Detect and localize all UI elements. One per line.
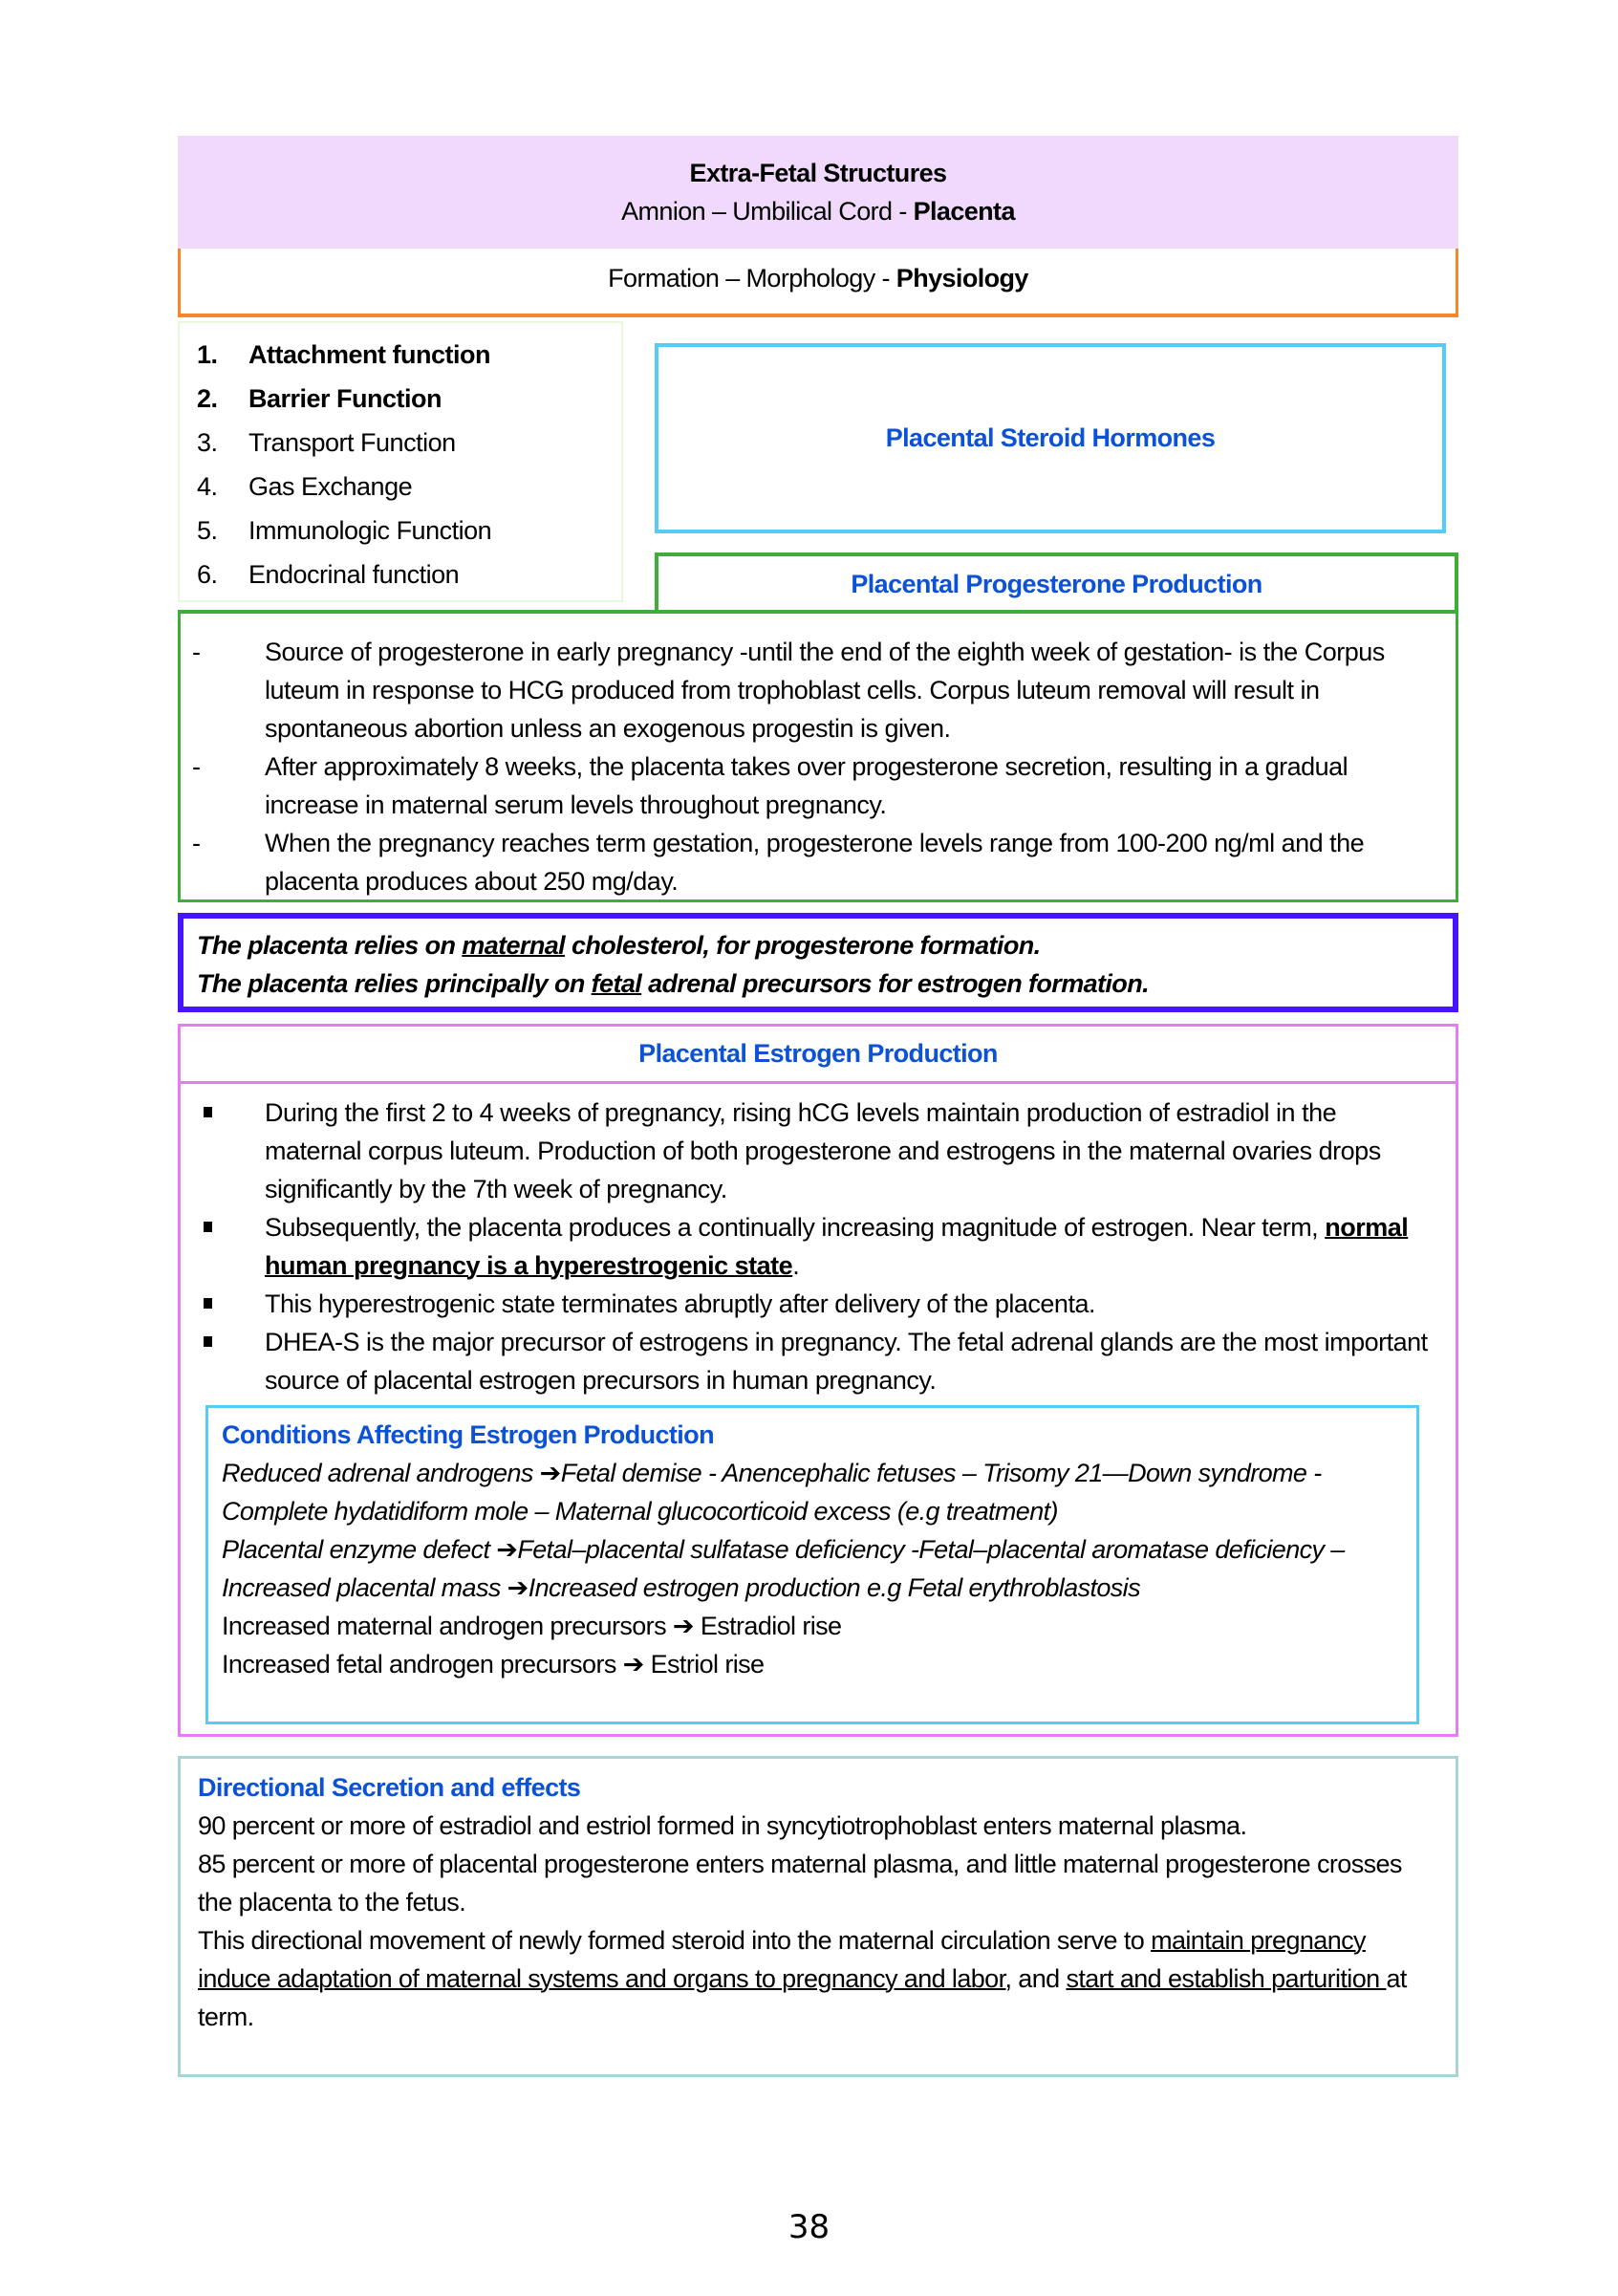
- header-title: Extra-Fetal Structures: [689, 159, 947, 187]
- condition-fetal: [222, 1645, 1416, 1683]
- underlined-text: induce adaptation of maternal systems and organs to pregnancy and labor,: [198, 1964, 1012, 1993]
- list-item: [181, 824, 1456, 900]
- paragraph: 90 percent or more of estradiol and estriol formed in syncytiotrophoblast enters maternal plasma.: [198, 1811, 1247, 1840]
- item-number: 6.: [197, 560, 218, 589]
- list-item: [181, 1285, 1456, 1323]
- estrogen-section: [178, 1024, 1458, 1737]
- square-bullet-icon: [204, 1107, 212, 1117]
- directional-title: Directional Secretion and effects: [198, 1773, 581, 1802]
- item-label: Attachment function: [248, 340, 490, 369]
- list-item: [181, 1094, 1456, 1208]
- square-bullet-icon: [204, 1336, 212, 1347]
- function-item: [197, 421, 621, 465]
- subtitle-plain: Amnion – Umbilical Cord -: [621, 197, 914, 226]
- square-bullet-icon: [204, 1222, 212, 1232]
- document-header: [178, 136, 1458, 249]
- dash-bullet: -: [192, 752, 201, 781]
- item-number: 1.: [197, 340, 218, 369]
- condition-text: Estriol rise: [650, 1650, 765, 1679]
- function-item: [197, 377, 621, 421]
- item-text: .: [792, 1251, 800, 1280]
- item-text: During the first 2 to 4 weeks of pregnancy, rising hCG levels maintain production of estradiol in the maternal corpus luteum. Production of both progesterone and estrogens in the maternal ovaries drops significantly by the 7th week of pregnancy.: [265, 1098, 1381, 1203]
- condition-label: Increased maternal androgen precursors: [222, 1612, 666, 1640]
- condition-enzyme: [222, 1530, 1416, 1569]
- text: adrenal precursors for estrogen formation.: [641, 969, 1149, 998]
- item-number: 2.: [197, 384, 218, 413]
- conditions-title: Conditions Affecting Estrogen Production: [222, 1420, 714, 1449]
- underlined-term: maternal: [462, 931, 566, 960]
- steroid-hormones-title: Placental Steroid Hormones: [655, 343, 1446, 533]
- function-item: [197, 509, 621, 552]
- item-label: Immunologic Function: [248, 516, 492, 545]
- item-label: Transport Function: [248, 428, 456, 457]
- condition-maternal: [222, 1607, 1416, 1645]
- dash-bullet: -: [192, 638, 201, 666]
- subtitle-bold: Placenta: [913, 197, 1015, 226]
- item-label: Gas Exchange: [248, 472, 413, 501]
- underlined-text: maintain pregnancy: [1151, 1926, 1366, 1955]
- item-number: 4.: [197, 472, 218, 501]
- directional-secretion-box: [178, 1756, 1458, 2077]
- arrow-right-icon: ➔: [539, 1459, 561, 1487]
- text: The placenta relies on: [197, 931, 463, 960]
- list-item: [181, 1208, 1456, 1285]
- item-text: Source of progesterone in early pregnancy -until the end of the eighth week of gestation- is the Corpus luteum in response to HCG produced from trophoblast cells. Corpus luteum removal will result in spontaneous abortion unless an exogenous progestin is given.: [265, 638, 1385, 743]
- dash-bullet: -: [192, 829, 201, 857]
- estrogen-list: [181, 1094, 1456, 1399]
- header-subtitle: [178, 192, 1458, 230]
- condition-label: Reduced adrenal androgens: [222, 1459, 533, 1487]
- arrow-right-icon: ➔: [496, 1535, 518, 1564]
- paragraph: [198, 1921, 1438, 2036]
- item-text: After approximately 8 weeks, the placenta takes over progesterone secretion, resulting in a gradual increase in maternal serum levels throughout pregnancy.: [265, 752, 1348, 819]
- condition-reduced: [222, 1454, 1416, 1530]
- conditions-box: [205, 1405, 1419, 1724]
- item-text: This hyperestrogenic state terminates abruptly after delivery of the placenta.: [265, 1289, 1095, 1318]
- emphasized-text: normal human pregnancy is a hyperestrogenic state: [265, 1213, 1409, 1280]
- arrow-right-icon: ➔: [507, 1573, 529, 1602]
- condition-text: Fetal demise - Anencephalic fetuses – Trisomy 21—Down syndrome - Complete hydatidiform mole – Maternal glucocorticoid excess (e.g treatment): [222, 1459, 1322, 1526]
- page-number: 38: [787, 2208, 831, 2246]
- paragraph: 85 percent or more of placental progesterone enters maternal plasma, and little maternal progesterone crosses the placenta to the fetus.: [198, 1850, 1402, 1917]
- key-fact-line: [197, 964, 1453, 1003]
- condition-label: Increased placental mass: [222, 1573, 501, 1602]
- item-number: 3.: [197, 428, 218, 457]
- text: and: [1011, 1964, 1067, 1993]
- function-item: [197, 552, 621, 596]
- item-label: Endocrinal function: [248, 560, 460, 589]
- item-number: 5.: [197, 516, 218, 545]
- estrogen-section-title: Placental Estrogen Production: [181, 1027, 1456, 1084]
- key-facts-box: [178, 913, 1458, 1012]
- subheader-plain: Formation – Morphology -: [608, 264, 896, 292]
- item-label: Barrier Function: [248, 384, 442, 413]
- arrow-right-icon: ➔: [672, 1612, 694, 1640]
- progesterone-section-body: [178, 610, 1458, 902]
- function-item: [197, 333, 621, 377]
- condition-label: Placental enzyme defect: [222, 1535, 490, 1564]
- list-item: [181, 747, 1456, 824]
- text: The placenta relies principally on: [197, 969, 592, 998]
- section-subheader: [178, 249, 1458, 317]
- placenta-functions-list: [178, 321, 623, 602]
- key-fact-line: [197, 926, 1453, 964]
- underlined-text: start and establish parturition: [1066, 1964, 1387, 1993]
- condition-mass: [222, 1569, 1416, 1607]
- condition-text: Estradiol rise: [700, 1612, 842, 1640]
- arrow-right-icon: ➔: [622, 1650, 644, 1679]
- item-text: Subsequently, the placenta produces a continually increasing magnitude of estrogen. Near term,: [265, 1213, 1326, 1242]
- item-text: DHEA-S is the major precursor of estrogens in pregnancy. The fetal adrenal glands are the most important source of placental estrogen precursors in human pregnancy.: [265, 1328, 1428, 1395]
- subheader-bold: Physiology: [895, 264, 1028, 292]
- underlined-term: fetal: [591, 969, 642, 998]
- text: cholesterol, for progesterone formation.: [565, 931, 1041, 960]
- text: This directional movement of newly formed steroid into the maternal circulation serve to: [198, 1926, 1152, 1955]
- item-text: When the pregnancy reaches term gestation, progesterone levels range from 100-200 ng/ml and the placenta produces about 250 mg/day.: [265, 829, 1365, 896]
- list-item: [181, 633, 1456, 747]
- condition-text: Fetal–placental sulfatase deficiency -Fetal–placental aromatase deficiency –: [517, 1535, 1345, 1564]
- list-item: [181, 1323, 1456, 1399]
- condition-label: Increased fetal androgen precursors: [222, 1650, 616, 1679]
- progesterone-section-title: Placental Progesterone Production: [655, 552, 1458, 612]
- text: at term.: [198, 1964, 1407, 2031]
- condition-text: Increased estrogen production e.g Fetal erythroblastosis: [528, 1573, 1140, 1602]
- square-bullet-icon: [204, 1298, 212, 1309]
- function-item: [197, 465, 621, 509]
